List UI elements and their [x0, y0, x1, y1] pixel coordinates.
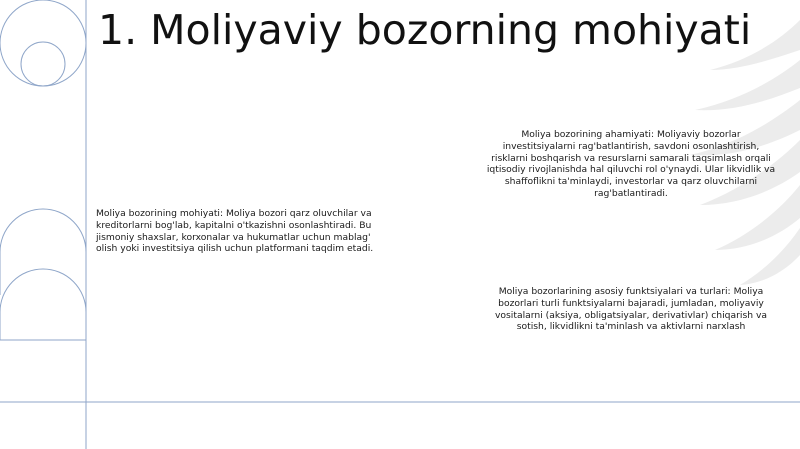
deco-circle-small [21, 42, 65, 86]
deco-arch-upper [0, 209, 86, 295]
deco-circle-large [0, 0, 86, 86]
slide-title: 1. Moliyaviy bozorning mohiyati [98, 6, 752, 54]
paragraph-essence: Moliya bozorining mohiyati: Moliya bozori qarz oluvchilar va kreditorlarni bog'lab, kapitalni o'tkazishni osonlashtiradi. Bu jismoniy shaxslar, korxonalar va hukumatlar uchun mablag' olish yoki investitsiya qilish uchun platformani taqdim etadi. [96, 208, 374, 255]
paragraph-functions: Moliya bozorlarining asosiy funktsiyalari va turlari: Moliya bozorlari turli funktsiyalarni bajaradi, jumladan, moliyaviy vositalarni (aksiya, obligatsiyalar, derivativlar) chiqarish va sotish, likvidlikni ta'minlash va aktivlarni narxlash [494, 286, 768, 333]
deco-arch-lower [0, 269, 86, 340]
paragraph-importance: Moliya bozorining ahamiyati: Moliyaviy bozorlar investitsiyalarni rag'batlantirish, savdoni osonlashtirish, risklarni boshqarish va resurslarni samarali taqsimlash orqali iqtisodiy rivojlanishda hal qiluvchi rol o'ynaydi. Ular likvidlik va shaffoflikni ta'minlaydi, investorlar va qarz oluvchilarni rag'batlantiradi. [486, 129, 776, 199]
